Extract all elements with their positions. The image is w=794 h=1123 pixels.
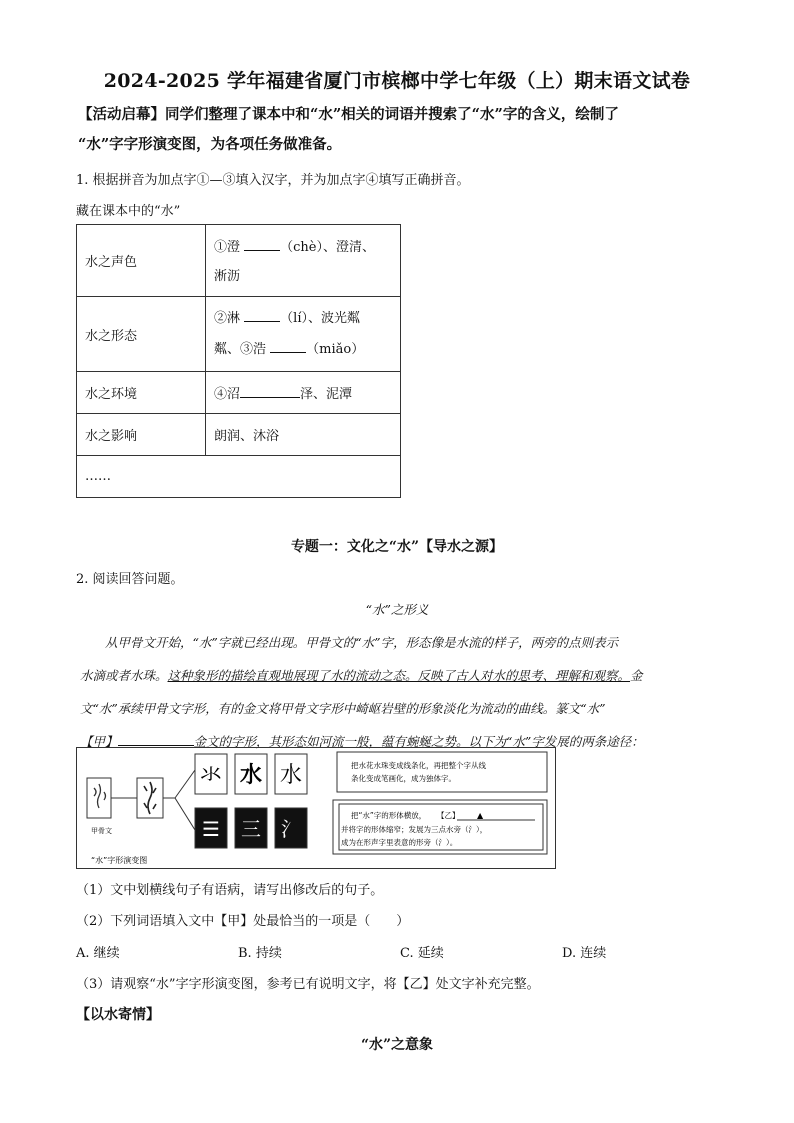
table-row bbox=[77, 456, 401, 498]
row-label: 水之环境 bbox=[77, 372, 206, 414]
q1-stem: 1. 根据拼音为加点字①—③填入汉字，并为加点字④填写正确拼音。 bbox=[76, 173, 470, 188]
branch-line-top bbox=[175, 770, 195, 798]
answer-blank-3[interactable] bbox=[270, 352, 306, 353]
note-text: 把“水”字的形体横放， bbox=[351, 811, 427, 820]
passage-text: 水滴或者水珠。 bbox=[80, 668, 168, 683]
intro-paragraph bbox=[78, 100, 728, 160]
option-a[interactable]: A. 继续 bbox=[76, 946, 120, 961]
note-text: 成为在形声字里表意的形旁（氵）。 bbox=[341, 838, 458, 847]
sub-question-1: （1）文中划横线句子有语病，请写出修改后的句子。 bbox=[76, 883, 384, 898]
sub-question-2: （2）下列词语填入文中【甲】处最恰当的一项是（ ） bbox=[76, 914, 410, 929]
answer-blank-2[interactable] bbox=[244, 321, 280, 322]
passage-text: 金文的字形，其形态如河流一般，蕴有蜿蜒之势。以下为“水”字发展的两条途径： bbox=[193, 734, 644, 749]
branch-line-bottom bbox=[175, 798, 195, 830]
row-label: 水之影响 bbox=[77, 414, 206, 456]
option-d[interactable]: D. 连续 bbox=[562, 946, 607, 961]
table-row bbox=[77, 372, 401, 414]
table-row bbox=[77, 297, 401, 372]
glyph-text: 氵 bbox=[281, 817, 301, 841]
note-box-1 bbox=[337, 752, 547, 792]
answer-blank-jia[interactable] bbox=[118, 745, 194, 746]
cell-text: ④沼 bbox=[214, 387, 241, 402]
cell-text: ①澄 bbox=[214, 239, 241, 255]
cell-text: （miǎo） bbox=[306, 342, 365, 357]
passage bbox=[80, 626, 710, 758]
glyph-text: 三 bbox=[241, 817, 261, 841]
passage-text: 金 bbox=[630, 668, 643, 683]
passage-line: 从甲骨文开始，“水”字就已经出现。甲骨文的“水”字，形态像是水流的样子，两旁的点则表示 bbox=[105, 635, 619, 650]
intro-tag: 【活动启幕】 bbox=[78, 106, 165, 123]
underlined-sentence: 这种象形的描绘直观地展现了水的流动之态。反映了古人对水的思考、理解和观察。 bbox=[167, 668, 631, 683]
cell-text: （lí）、波光粼 bbox=[280, 311, 360, 326]
q2-stem: 2. 阅读回答问题。 bbox=[76, 572, 184, 587]
row-content: 朗润、沐浴 bbox=[206, 414, 401, 456]
page-title: 2024-2025 学年福建省厦门市槟榔中学七年级（上）期末语文试卷 bbox=[103, 70, 691, 92]
glyph-text: 水 bbox=[239, 763, 263, 788]
passage-title: “水”之形义 bbox=[365, 602, 429, 617]
sub-question-3: （3）请观察“水”字字形演变图，参考已有说明文字，将【乙】处文字补充完整。 bbox=[76, 977, 540, 992]
row-content bbox=[206, 297, 401, 372]
blank-label-jia: 【甲】 bbox=[80, 734, 118, 749]
triangle-marker: ▲ bbox=[477, 811, 484, 820]
section-heading: 专题一：文化之“水”【导水之源】 bbox=[290, 539, 504, 555]
glyph-text: 氺 bbox=[199, 763, 223, 788]
row-content bbox=[206, 225, 401, 297]
intro-line-2: “水”字字形演变图，为各项任务做准备。 bbox=[78, 136, 342, 153]
row-label: 水之形态 bbox=[77, 297, 206, 372]
row-content bbox=[206, 372, 401, 414]
intro-line-1: 同学们整理了课本中和“水”相关的词语并搜索了“水”字的含义，绘制了 bbox=[165, 106, 619, 123]
note-text: 条化变成笔画化，成为独体字。 bbox=[351, 774, 456, 783]
figure-caption: “水”字形演变图 bbox=[91, 856, 148, 865]
table-row bbox=[77, 414, 401, 456]
cell-text: （chè）、澄清、 bbox=[280, 239, 376, 255]
note-text: 把水花水珠变成线条化，再把整个字从线 bbox=[351, 761, 486, 770]
evolution-diagram bbox=[77, 748, 555, 868]
q1-caption: 藏在课本中的“水” bbox=[76, 204, 181, 219]
passage-line: 文“水”承续甲骨文字形，有的金文将甲骨文字形中崎岖岩壁的形象淡化为流动的曲线。篆文“水” bbox=[80, 701, 606, 716]
note-text: 并将字的形体缩窄；发展为三点水旁（氵）， bbox=[341, 825, 488, 834]
evolution-figure bbox=[76, 747, 556, 869]
cell-text: 淅沥 bbox=[214, 268, 241, 284]
section-tag: 【以水寄情】 bbox=[76, 1007, 160, 1023]
row-label: 水之声色 bbox=[77, 225, 206, 297]
option-c[interactable]: C. 延续 bbox=[400, 946, 444, 961]
glyph-text: ☰ bbox=[202, 817, 220, 841]
glyph-text: 水 bbox=[279, 763, 303, 788]
answer-blank-1[interactable] bbox=[244, 250, 280, 251]
table-row bbox=[77, 225, 401, 297]
vocab-table bbox=[76, 224, 401, 498]
oracle-label: 甲骨文 bbox=[91, 827, 112, 835]
cell-text: 粼、③浩 bbox=[214, 342, 267, 357]
blank-label-yi: 【乙】 bbox=[437, 811, 460, 820]
cell-text: ②淋 bbox=[214, 311, 241, 326]
section-title: “水”之意象 bbox=[360, 1037, 434, 1053]
option-b[interactable]: B. 持续 bbox=[238, 946, 282, 961]
cell-text: 泽、泥潭 bbox=[300, 387, 353, 402]
answer-blank-4[interactable] bbox=[240, 397, 300, 398]
passage-line bbox=[80, 659, 710, 692]
row-ellipsis: …… bbox=[77, 456, 401, 498]
